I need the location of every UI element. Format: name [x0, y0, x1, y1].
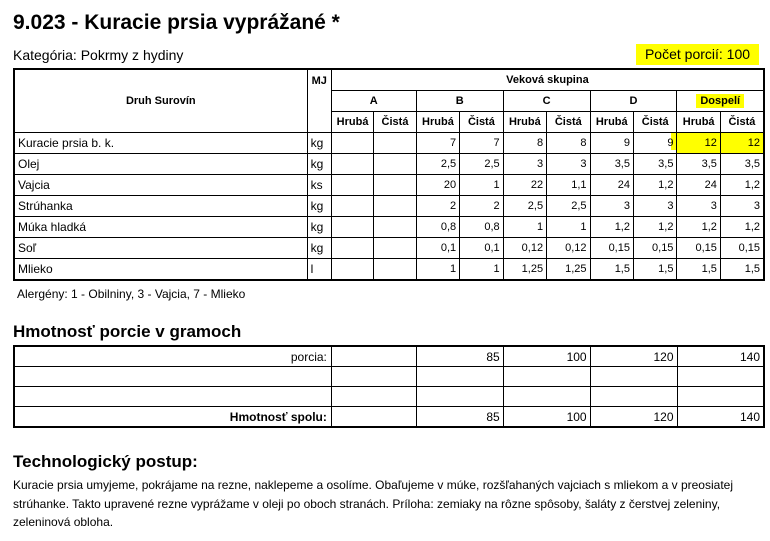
ingredient-value: 1,5 — [677, 259, 720, 281]
ingredient-value: 1 — [416, 259, 459, 281]
ingredient-value: 2 — [460, 196, 503, 217]
ingredient-unit: kg — [307, 154, 331, 175]
group-b-header: B — [416, 91, 503, 112]
ingredient-value: 0,1 — [460, 238, 503, 259]
age-group-header: Veková skupina — [331, 69, 764, 91]
ingredient-value: 1,2 — [720, 217, 764, 238]
ingredient-value: 8 — [547, 133, 590, 154]
portion-value-d: 120 — [590, 346, 677, 367]
ingredient-value — [331, 238, 373, 259]
technology-text: Kuracie prsia umyjeme, pokrájame na rezne, naklepeme a osolíme. Obaľujeme v múke, rozšľahaných vajciach s mliekom a v preosiatej strúhanke. Takto upravené rezne vyprážame v oleji po oboch stranách. Príloha: zemiaky na rôzne spôsoby, šaláty z čerstvej zeleniny, zeleninová obloha. — [13, 478, 733, 529]
ingredients-body — [14, 133, 764, 281]
ingredient-value: 0,1 — [416, 238, 459, 259]
empty-cell — [331, 387, 416, 407]
ingredient-value — [331, 154, 373, 175]
ingredient-unit: kg — [307, 217, 331, 238]
ingredient-row — [14, 196, 764, 217]
total-value-c: 100 — [503, 407, 590, 428]
ingredient-name: Kuracie prsia b. k. — [14, 133, 307, 154]
ingredient-value: 1 — [547, 217, 590, 238]
sub-header-net: Čistá — [633, 112, 676, 133]
allergens-note: Alergény: 1 - Obilniny, 3 - Vajcia, 7 - Mlieko — [17, 287, 246, 301]
ingredient-value: 0,8 — [460, 217, 503, 238]
ingredient-value: 0,15 — [677, 238, 720, 259]
ingredient-value: 1,5 — [633, 259, 676, 281]
ingredient-value — [331, 133, 373, 154]
ingredient-value: 1 — [460, 259, 503, 281]
ingredient-value: 1,1 — [547, 175, 590, 196]
portion-weight-table — [13, 345, 765, 428]
portion-count-badge: Počet porcií: 100 — [636, 44, 759, 65]
ingredient-row — [14, 259, 764, 281]
empty-cell — [331, 367, 416, 387]
portion-value-b: 85 — [416, 346, 503, 367]
ingredients-table — [13, 68, 765, 281]
ingredient-value: 1,5 — [720, 259, 764, 281]
ingredient-value: 3 — [590, 196, 633, 217]
sub-header-gross: Hrubá — [503, 112, 546, 133]
ingredient-value: 1,2 — [720, 175, 764, 196]
ingredient-value: 3 — [720, 196, 764, 217]
ingredient-value: 2,5 — [460, 154, 503, 175]
ingredient-value: 7 — [460, 133, 503, 154]
ingredient-value: 0,15 — [590, 238, 633, 259]
ingredient-value — [374, 238, 416, 259]
ingredient-value: 1,25 — [503, 259, 546, 281]
total-value-adults: 140 — [677, 407, 764, 428]
ingredient-value — [331, 259, 373, 281]
ingredient-value: 0,8 — [416, 217, 459, 238]
ingredient-value: 2,5 — [503, 196, 546, 217]
sub-header-gross: Hrubá — [677, 112, 720, 133]
ingredient-value: 1,2 — [590, 217, 633, 238]
ingredient-value: 8 — [503, 133, 546, 154]
recipe-title: 9.023 - Kuracie prsia vyprážané * — [13, 11, 340, 34]
sub-header-gross: Hrubá — [590, 112, 633, 133]
sub-header-gross: Hrubá — [416, 112, 459, 133]
ingredient-value: 22 — [503, 175, 546, 196]
ingredient-value: 9 — [590, 133, 633, 154]
technology-heading: Technologický postup: — [13, 452, 198, 471]
portion-value-c: 100 — [503, 346, 590, 367]
weight-heading: Hmotnosť porcie v gramoch — [13, 322, 242, 341]
ingredient-value — [331, 196, 373, 217]
ingredient-value — [331, 175, 373, 196]
ingredient-value — [374, 217, 416, 238]
ingredient-value: 0,15 — [633, 238, 676, 259]
ingredient-row — [14, 133, 764, 154]
empty-cell — [14, 367, 331, 387]
ingredient-value — [374, 154, 416, 175]
portion-value-adults: 140 — [677, 346, 764, 367]
ingredient-value: 3 — [547, 154, 590, 175]
ingredient-row — [14, 238, 764, 259]
ingredient-value: 1,5 — [590, 259, 633, 281]
ingredient-value: 3,5 — [590, 154, 633, 175]
ingredient-name: Soľ — [14, 238, 307, 259]
ingredient-unit: kg — [307, 238, 331, 259]
empty-row — [14, 367, 764, 387]
group-adults-label: Dospelí — [696, 94, 744, 108]
col-header-unit: MJ — [307, 69, 331, 133]
ingredient-unit: kg — [307, 133, 331, 154]
ingredient-value — [374, 175, 416, 196]
ingredient-value: 2 — [416, 196, 459, 217]
empty-cell — [590, 367, 677, 387]
ingredient-value: 20 — [416, 175, 459, 196]
empty-cell — [590, 387, 677, 407]
ingredient-value: 24 — [677, 175, 720, 196]
total-value-b: 85 — [416, 407, 503, 428]
ingredient-value: 3,5 — [677, 154, 720, 175]
ingredient-value: 3 — [633, 196, 676, 217]
ingredient-name: Vajcia — [14, 175, 307, 196]
sub-header-net: Čistá — [460, 112, 503, 133]
ingredient-row — [14, 217, 764, 238]
ingredient-value: 1,25 — [547, 259, 590, 281]
ingredient-value: 12 — [720, 133, 764, 154]
ingredient-name: Múka hladká — [14, 217, 307, 238]
ingredient-value: 0,12 — [547, 238, 590, 259]
group-d-header: D — [590, 91, 677, 112]
ingredient-value: 3,5 — [720, 154, 764, 175]
ingredient-row — [14, 175, 764, 196]
empty-cell — [416, 367, 503, 387]
recipe-category: Kategória: Pokrmy z hydiny — [13, 47, 184, 63]
ingredient-value: 3 — [503, 154, 546, 175]
sub-header-gross: Hrubá — [331, 112, 373, 133]
total-value-a — [331, 407, 416, 428]
sub-header-net: Čistá — [547, 112, 590, 133]
ingredient-value — [331, 217, 373, 238]
empty-cell — [503, 367, 590, 387]
group-a-header: A — [331, 91, 416, 112]
empty-cell — [677, 367, 764, 387]
empty-cell — [677, 387, 764, 407]
ingredient-name: Olej — [14, 154, 307, 175]
empty-cell — [503, 387, 590, 407]
ingredient-value — [374, 259, 416, 281]
ingredient-value: 1,2 — [633, 175, 676, 196]
ingredient-value: 3 — [677, 196, 720, 217]
ingredient-unit: l — [307, 259, 331, 281]
total-value-d: 120 — [590, 407, 677, 428]
ingredient-value: 0,12 — [503, 238, 546, 259]
empty-cell — [14, 387, 331, 407]
ingredient-unit: kg — [307, 196, 331, 217]
ingredient-value: 24 — [590, 175, 633, 196]
ingredient-name: Strúhanka — [14, 196, 307, 217]
group-c-header: C — [503, 91, 590, 112]
ingredient-value — [374, 196, 416, 217]
col-header-ingredient: Druh Surovín — [14, 69, 307, 133]
ingredient-row — [14, 154, 764, 175]
ingredient-value: 1,2 — [633, 217, 676, 238]
portion-value-a — [331, 346, 416, 367]
sub-header-net: Čistá — [720, 112, 764, 133]
ingredient-value — [374, 133, 416, 154]
ingredient-value: 2,5 — [547, 196, 590, 217]
ingredient-value: 2,5 — [416, 154, 459, 175]
ingredient-value: 12 — [677, 133, 720, 154]
total-label: Hmotnosť spolu: — [14, 407, 331, 428]
ingredient-value: 9 — [633, 133, 676, 154]
ingredient-value: 1 — [503, 217, 546, 238]
empty-cell — [416, 387, 503, 407]
ingredient-value: 1,2 — [677, 217, 720, 238]
ingredient-unit: ks — [307, 175, 331, 196]
ingredient-value: 3,5 — [633, 154, 676, 175]
ingredient-value: 1 — [460, 175, 503, 196]
ingredient-value: 0,15 — [720, 238, 764, 259]
empty-row — [14, 387, 764, 407]
ingredient-name: Mlieko — [14, 259, 307, 281]
ingredient-value: 7 — [416, 133, 459, 154]
portion-label: porcia: — [14, 346, 331, 367]
total-row — [14, 407, 764, 428]
group-adults-header — [677, 91, 764, 112]
portion-row — [14, 346, 764, 367]
sub-header-net: Čistá — [374, 112, 416, 133]
